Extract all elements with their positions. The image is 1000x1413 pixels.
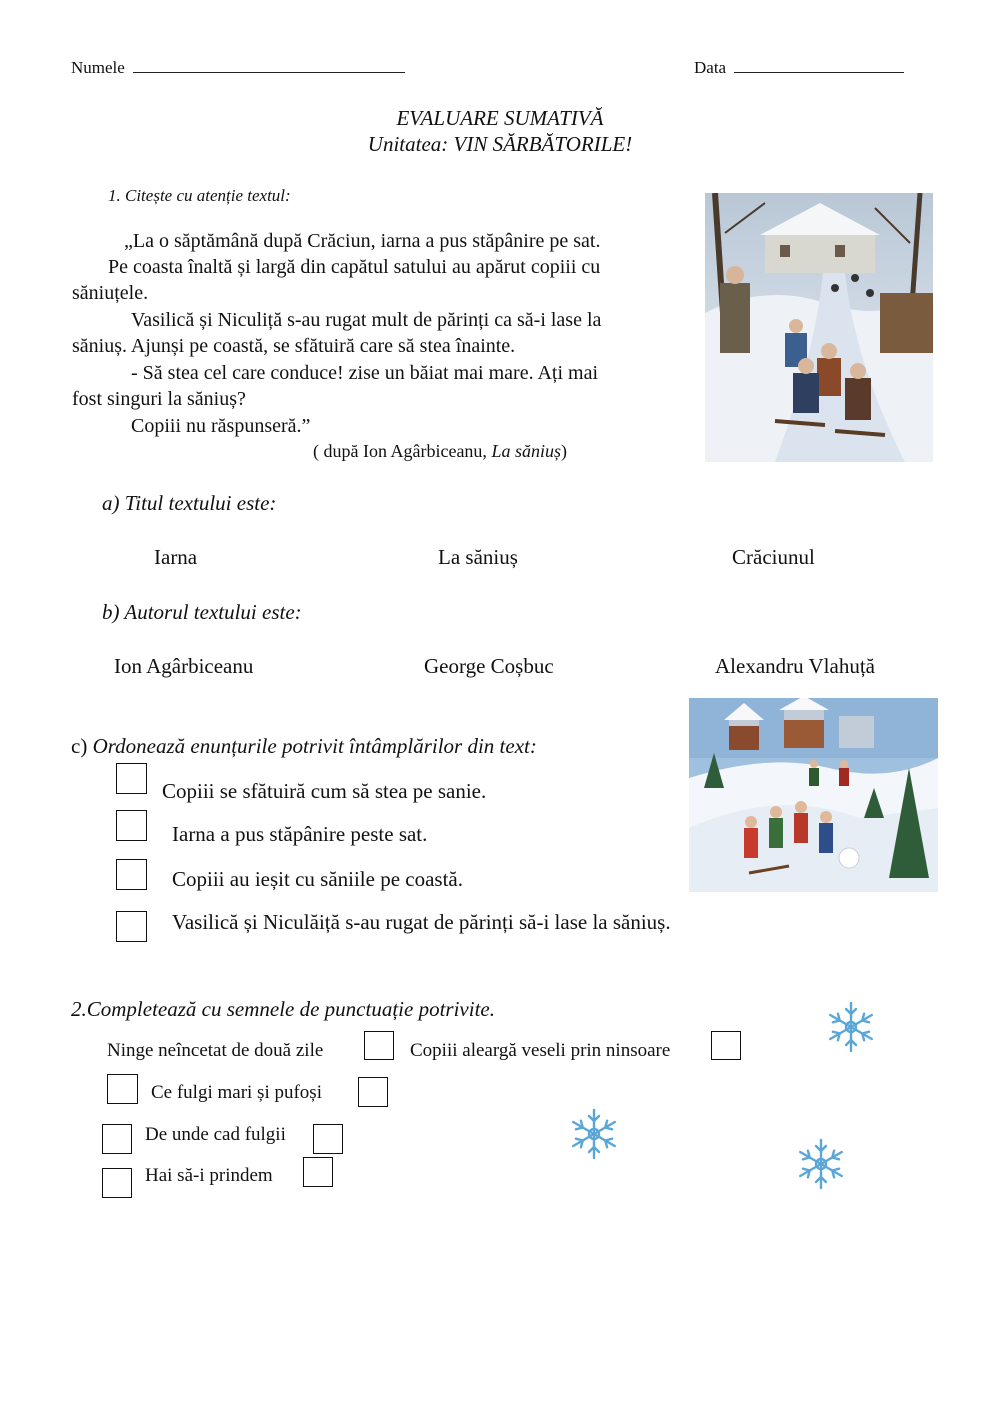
text-line: săniuțele. bbox=[72, 282, 149, 304]
punct-box-8[interactable] bbox=[303, 1157, 333, 1187]
order-box-3[interactable] bbox=[116, 859, 147, 890]
option-b-2[interactable]: George Coșbuc bbox=[424, 654, 554, 678]
text-line: Vasilică și Niculiță s-au rugat mult de părinți ca să-i lase la bbox=[131, 309, 602, 331]
text-source bbox=[313, 441, 567, 462]
order-box-4[interactable] bbox=[116, 911, 147, 942]
source-prefix: ( după Ion Agârbiceanu, bbox=[313, 441, 492, 461]
order-item-2: Iarna a pus stăpânire peste sat. bbox=[172, 822, 428, 846]
name-label: Numele bbox=[71, 58, 125, 77]
order-box-2[interactable] bbox=[116, 810, 147, 841]
name-field bbox=[71, 58, 405, 78]
punct-box-4[interactable] bbox=[358, 1077, 388, 1107]
question-a-label: a) Titul textului este: bbox=[102, 491, 277, 515]
order-item-1: Copiii se sfătuiră cum să stea pe sanie. bbox=[162, 779, 487, 803]
task1-instruction: 1. Citește cu atenție textul: bbox=[108, 186, 291, 205]
date-line[interactable] bbox=[734, 72, 904, 73]
source-title: La săniuș bbox=[491, 441, 561, 461]
text-line: Pe coasta înaltă și largă din capătul satului au apărut copiii cu bbox=[108, 256, 601, 278]
option-b-1[interactable]: Ion Agârbiceanu bbox=[114, 654, 254, 678]
order-item-4: Vasilică și Niculăiță s-au rugat de părinți să-i lase la săniuș. bbox=[172, 910, 671, 934]
text-line: Copiii nu răspunseră.” bbox=[131, 415, 311, 437]
winter-village-illustration bbox=[689, 698, 938, 892]
source-suffix: ) bbox=[560, 441, 567, 461]
page-subtitle: Unitatea: VIN SĂRBĂTORILE! bbox=[367, 132, 633, 156]
winter-village-illustration-art bbox=[689, 698, 938, 892]
snowflake-icon bbox=[824, 999, 878, 1055]
punct-box-1[interactable] bbox=[364, 1031, 394, 1060]
punct-box-7[interactable] bbox=[102, 1168, 132, 1198]
question-c-label bbox=[71, 734, 537, 759]
sentence-5: Hai să-i prindem bbox=[145, 1165, 273, 1186]
option-b-3[interactable]: Alexandru Vlahuță bbox=[715, 654, 875, 678]
sledding-illustration-art bbox=[705, 193, 933, 462]
text-line: „La o săptămână după Crăciun, iarna a pus stăpânire pe sat. bbox=[124, 230, 601, 252]
name-line[interactable] bbox=[133, 72, 405, 73]
text-line: fost singuri la săniuș? bbox=[72, 388, 246, 410]
question-b-label: b) Autorul textului este: bbox=[102, 600, 302, 624]
snowflake-icon bbox=[567, 1106, 621, 1162]
option-a-2[interactable]: La săniuș bbox=[438, 545, 518, 569]
punct-box-3[interactable] bbox=[107, 1074, 138, 1104]
question-c-prefix: c) bbox=[71, 734, 93, 758]
option-a-3[interactable]: Crăciunul bbox=[732, 545, 815, 569]
snowflake-icon bbox=[794, 1136, 848, 1192]
page-title: EVALUARE SUMATIVĂ bbox=[396, 106, 604, 130]
option-a-1[interactable]: Iarna bbox=[154, 545, 198, 569]
order-box-1[interactable] bbox=[116, 763, 147, 794]
sentence-2: Copiii aleargă veseli prin ninsoare bbox=[410, 1040, 671, 1061]
order-item-3: Copiii au ieșit cu săniile pe coastă. bbox=[172, 867, 464, 891]
text-line: săniuș. Ajunși pe coastă, se sfătuiră care să stea înainte. bbox=[72, 335, 516, 357]
text-line: - Să stea cel care conduce! zise un băiat mai mare. Ați mai bbox=[131, 362, 599, 384]
sentence-4: De unde cad fulgii bbox=[145, 1124, 286, 1145]
sentence-3: Ce fulgi mari și pufoși bbox=[151, 1082, 322, 1103]
punct-box-5[interactable] bbox=[102, 1124, 132, 1154]
sledding-illustration bbox=[705, 193, 933, 462]
sentence-1: Ninge neîncetat de două zile bbox=[107, 1040, 324, 1061]
date-label: Data bbox=[694, 58, 727, 77]
punct-box-6[interactable] bbox=[313, 1124, 343, 1154]
question-c-text: Ordonează enunțurile potrivit întâmplărilor din text: bbox=[92, 734, 537, 758]
punct-box-2[interactable] bbox=[711, 1031, 741, 1060]
date-field bbox=[694, 58, 904, 78]
task2-label: 2.Completează cu semnele de punctuație potrivite. bbox=[71, 997, 495, 1021]
